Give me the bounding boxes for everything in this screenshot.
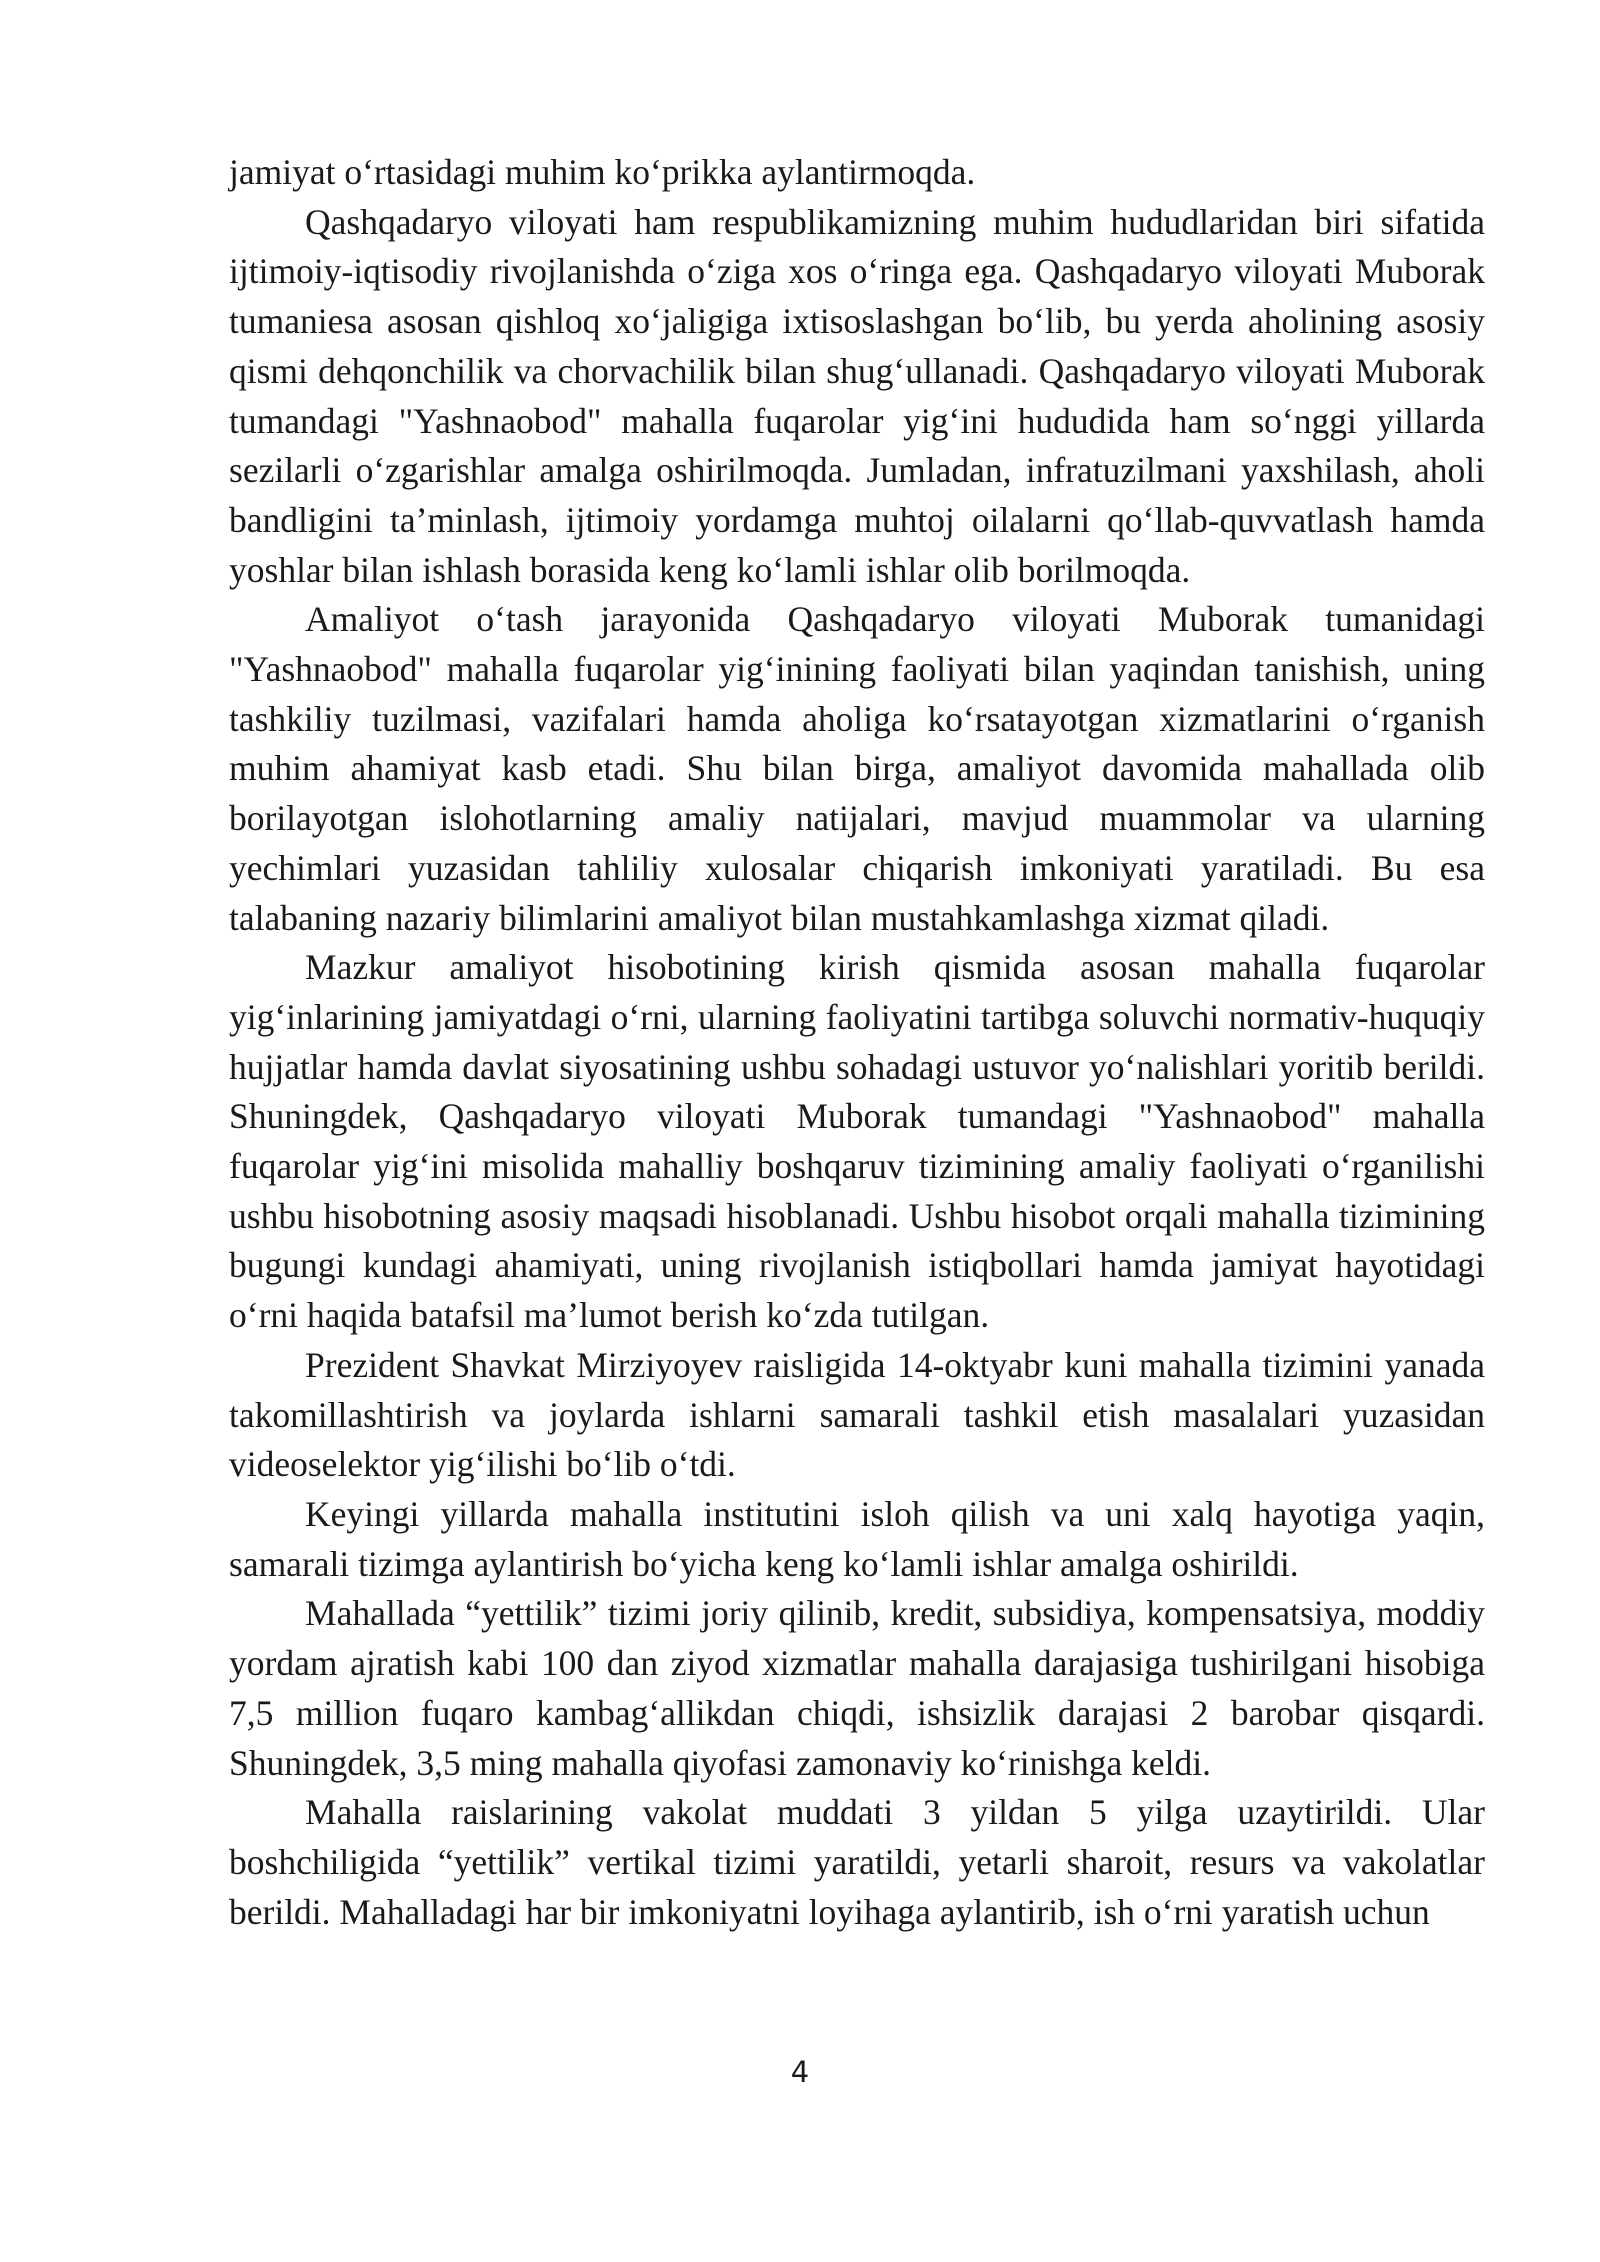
paragraph-region-overview: Qashqadaryo viloyati ham respublikamizning muhim hududlaridan biri sifatida ijtimoiy-iqtisodiy rivojlanishda o‘ziga xos o‘ringa ega. Qashqadaryo viloyati Muborak tumaniesa asosan qishloq xo‘jaligiga ixtisoslashgan bo‘lib, bu yerda aholining asosiy qismi dehqonchilik va chorvachilik bilan shug‘ullanadi. Qashqadaryo viloyati Muborak tumandagi "Yashnaobod" mahalla fuqarolar yig‘ini hududida ham so‘nggi yillarda sezilarli o‘zgarishlar amalga oshirilmoqda. Jumladan, infratuzilmani yaxshilash, aholi bandligini ta’minlash, ijtimoiy yordamga muhtoj oilalarni qo‘llab-quvvatlash hamda yoshlar bilan ishlash borasida keng ko‘lamli ishlar olib borilmoqda. bbox=[229, 201, 1485, 590]
paragraph-chairmen-term: Mahalla raislarining vakolat muddati 3 yildan 5 yilga uzaytirildi. Ular boshchiligida “yettilik” vertikal tizimi yaratildi, yetarli sharoit, resurs va vakolatlar berildi. Mahalladagi har bir imkoniyatni loyihaga aylantirib, ish o‘rni yaratish uchun bbox=[229, 1792, 1485, 1932]
paragraph-continuation: jamiyat o‘rtasidagi muhim ko‘prikka aylantirmoqda. bbox=[229, 152, 976, 192]
paragraph-internship-purpose: Amaliyot o‘tash jarayonida Qashqadaryo viloyati Muborak tumanidagi "Yashnaobod" mahalla fuqarolar yig‘inining faoliyati bilan yaqindan tanishish, uning tashkiliy tuzilmasi, vazifalari hamda aholiga ko‘rsatayotgan xizmatlarini o‘rganish muhim ahamiyat kasb etadi. Shu bilan birga, amaliyot davomida mahallada olib borilayotgan islohotlarning amaliy natijalari, mavjud muammolar va ularning yechimlari yuzasidan tahliliy xulosalar chiqarish imkoniyati yaratiladi. Bu esa talabaning nazariy bilimlarini amaliyot bilan mustahkamlashga xizmat qiladi. bbox=[229, 599, 1485, 938]
page-number: 4 bbox=[790, 2055, 810, 2089]
document-body bbox=[229, 148, 1485, 1937]
paragraph-yettilik-system: Mahallada “yettilik” tizimi joriy qilinib, kredit, subsidiya, kompensatsiya, moddiy yordam ajratish kabi 100 dan ziyod xizmatlar mahalla darajasiga tushirilgani hisobiga 7,5 million fuqaro kambag‘allikdan chiqdi, ishsizlik darajasi 2 barobar qisqardi. Shuningdek, 3,5 ming mahalla qiyofasi zamonaviy ko‘rinishga keldi. bbox=[229, 1593, 1485, 1783]
paragraph-president-meeting: Prezident Shavkat Mirziyoyev raisligida 14-oktyabr kuni mahalla tizimini yanada takomillashtirish va joylarda ishlarni samarali tashkil etish masalalari yuzasidan videoselektor yig‘ilishi bo‘lib o‘tdi. bbox=[229, 1344, 1485, 1485]
paragraph-report-introduction: Mazkur amaliyot hisobotining kirish qismida asosan mahalla fuqarolar yig‘inlarining jamiyatdagi o‘rni, ularning faoliyatini tartibga soluvchi normativ-huquqiy hujjatlar hamda davlat siyosatining ushbu sohadagi ustuvor yo‘nalishlari yoritib berildi. Shuningdek, Qashqadaryo viloyati Muborak tumandagi "Yashnaobod" mahalla fuqarolar yig‘ini misolida mahalliy boshqaruv tizimining amaliy faoliyati o‘rganilishi ushbu hisobotning asosiy maqsadi hisoblanadi. Ushbu hisobot orqali mahalla tizimining bugungi kundagi ahamiyati, uning rivojlanish istiqbollari hamda jamiyat hayotidagi o‘rni haqida batafsil ma’lumot berish ko‘zda tutilgan. bbox=[229, 947, 1485, 1336]
paragraph-mahalla-reform: Keyingi yillarda mahalla institutini isloh qilish va uni xalq hayotiga yaqin, samarali tizimga aylantirish bo‘yicha keng ko‘lamli ishlar amalga oshirildi. bbox=[229, 1493, 1485, 1584]
